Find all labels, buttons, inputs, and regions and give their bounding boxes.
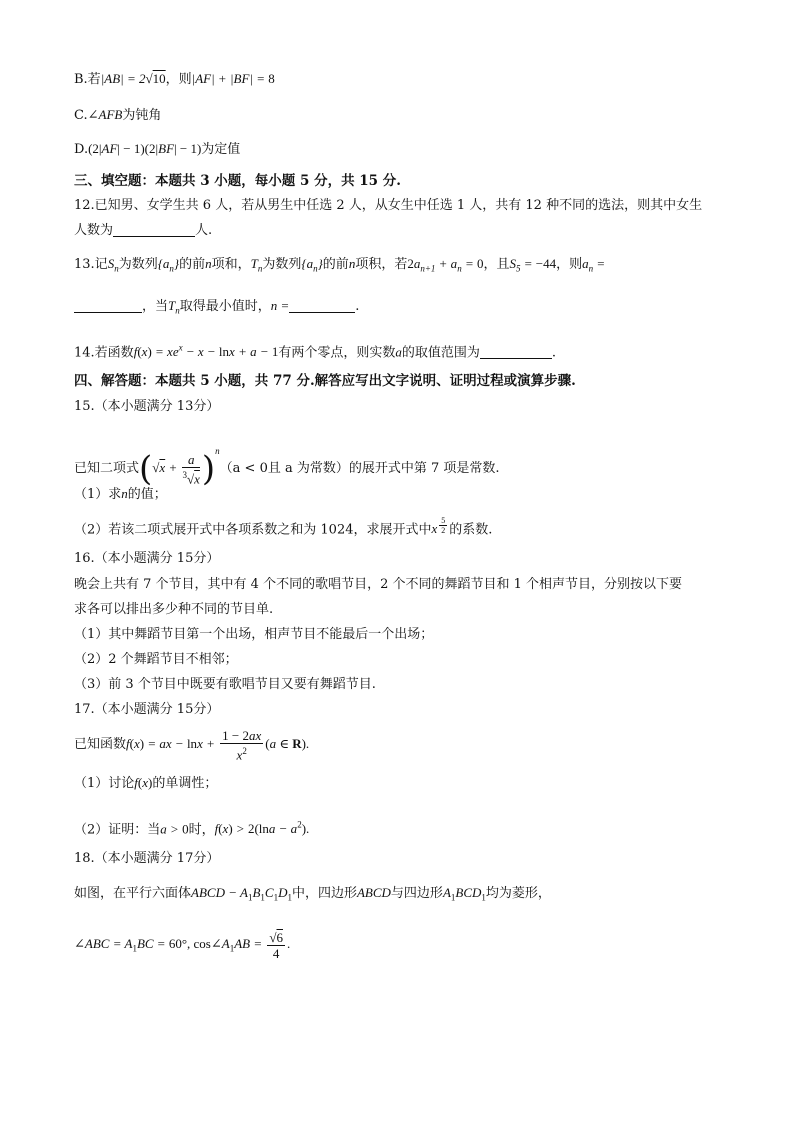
- q12-line2-prefix: 人数为: [74, 223, 114, 238]
- q15-part1-suffix: 的值；: [127, 487, 167, 502]
- q13-s5: $S_5 = -44$: [509, 256, 557, 274]
- option-c-suffix: 为钝角: [122, 108, 162, 123]
- q15-stem-prefix: 已知二项式: [74, 461, 140, 476]
- q18-line-1: [74, 884, 551, 907]
- q13-an-eq: $a_n$ =: [582, 256, 606, 274]
- q17-part1-fx: f(x): [134, 775, 153, 790]
- q18-text-d: 均为菱形，: [485, 886, 551, 901]
- q13-text-c: 的前: [179, 257, 206, 272]
- q14-end: .: [551, 345, 557, 361]
- option-b: [74, 70, 275, 89]
- q18-text-a: 如图，在平行六面体: [74, 886, 192, 901]
- q18-abcd: ABCD: [356, 885, 391, 900]
- q13-text-f: 的前: [322, 257, 349, 272]
- q14-prefix: 14.若函数: [74, 345, 134, 361]
- q17-title: 17.（本小题满分 15分）: [74, 702, 220, 717]
- q17-part1-suffix: 的单调性；: [152, 776, 218, 791]
- q15-part1-prefix: （1）求: [74, 487, 122, 502]
- q13-line-2: [74, 297, 359, 320]
- option-d-math: (2|AF| − 1)(2|BF| − 1): [88, 141, 202, 156]
- option-b-mid: ，则: [165, 72, 192, 87]
- q15-x-power: x $^{\frac{5}{2}}$: [431, 516, 446, 537]
- q13-line2-mid: ，当: [142, 299, 169, 314]
- q13-line-1: [74, 255, 605, 278]
- q15-part1-n: n: [121, 486, 128, 501]
- q17-stem: [74, 722, 309, 767]
- q13-recurrence: $2a_{n+1} + a_n = 0$: [407, 256, 484, 274]
- q13-line2-end: .: [355, 299, 360, 314]
- q15-part-1: [74, 485, 167, 504]
- q16-line-2: 求各可以排出多少种不同的节目单.: [74, 602, 274, 617]
- q15-title: 15.（本小题满分 13分）: [74, 399, 220, 414]
- q13-seq-an-2: $\{a_n\}$: [301, 256, 323, 274]
- q15-part-2: [74, 516, 492, 539]
- q17-function: f(x) = ax − lnx + $\frac{1 - 2ax}{x^2}$ (a ∈ R).: [126, 727, 310, 763]
- q13-text-b: 为数列: [118, 257, 158, 272]
- q15-part2-prefix: （2）若该二项式展开式中各项系数之和为 1024，求展开式中: [74, 522, 432, 538]
- q18-line-2: [74, 922, 290, 971]
- q13-n-eq: n =: [270, 298, 290, 313]
- q17-inequality: $f(x) > 2(\ln a - a^2)$.: [214, 820, 310, 837]
- q12-line2-suffix: 人.: [195, 223, 213, 238]
- q16-part-1: （1）其中舞蹈节目第一个出场，相声节目不能最后一个出场；: [74, 627, 434, 642]
- option-c-math: ∠AFB: [87, 107, 123, 122]
- q18-title: 18.（本小题满分 17分）: [74, 851, 220, 866]
- option-c: [74, 106, 161, 125]
- q18-text-b: 中，四边形: [291, 886, 357, 901]
- q13-blank-2: [289, 298, 355, 313]
- q14-a: a: [395, 344, 402, 360]
- option-d-suffix: 为定值: [201, 142, 241, 157]
- q12-answer-blank: [113, 222, 195, 237]
- q13-n-2: n: [348, 256, 356, 271]
- option-b-prefix: B.若: [74, 72, 101, 87]
- q13-seq-an: $\{a_n\}$: [157, 256, 180, 274]
- option-c-prefix: C.: [74, 108, 88, 123]
- q13-text-d: 项和，: [211, 257, 251, 272]
- q13-tn-2: $T_n$: [168, 298, 180, 316]
- q13-line2-mid2: 取得最小值时，: [179, 299, 271, 314]
- section-3-heading: 三、填空题：本题共 3 小题，每小题 5 分，共 15 分.: [74, 173, 401, 189]
- q13-text-e: 为数列: [262, 257, 302, 272]
- q12-line-2: [74, 222, 212, 240]
- q16-title: 16.（本小题满分 15分）: [74, 551, 220, 566]
- q17-part2-mid: 时，: [188, 822, 215, 838]
- option-b-math2: |AF| + |BF| = 8: [191, 71, 275, 86]
- section-4-heading: 四、解答题：本题共 5 小题，共 77 分.解答应写出文字说明、证明过程或演算步骤.: [74, 373, 576, 389]
- q15-stem-condition: （a < 0且 a 为常数）的展开式中第 7 项是常数.: [219, 461, 500, 476]
- q13-text-g: 项积，若: [355, 257, 408, 272]
- q16-part-2: （2）2 个舞蹈节目不相邻；: [74, 652, 238, 667]
- q13-text-i: ，则: [556, 257, 583, 272]
- option-d-prefix: D.: [74, 142, 89, 157]
- q15-binomial: (√x + $\frac{a}{^3√x}$ )$^n$: [139, 446, 220, 490]
- q14-mid2: 的取值范围为: [401, 345, 480, 361]
- q17-part-1: [74, 774, 217, 793]
- q12-line-1: 12.已知男、女学生共 6 人，若从男生中任选 2 人，从女生中任选 1 人，共有 12 种不同的选法，则其中女生: [74, 198, 703, 213]
- q13-n: n: [205, 256, 212, 271]
- q16-line-1: 晚会上共有 7 个节目，其中有 4 个不同的歌唱节目，2 个不同的舞蹈节目和 1 个相声节目，分别按以下要: [74, 577, 683, 592]
- q17-part-2: [74, 816, 309, 839]
- q14-function: $f(x) = xe^x - x - \ln x + a - 1$: [133, 343, 279, 360]
- q18-angle-condition: ∠ABC = $A_1BC = 60^\circ$, $\cos\angle A_1AB$ = $\frac{√6}{4}$ .: [74, 929, 291, 961]
- q17-condition: a > 0: [160, 821, 189, 837]
- q13-tn: $T_n$: [250, 256, 263, 274]
- option-b-math: |AB| = 2√10: [100, 71, 166, 86]
- q13-text-h: ，且: [483, 257, 510, 272]
- q14-mid: 有两个零点，则实数: [278, 345, 396, 361]
- q15-part2-suffix: 的系数.: [449, 522, 493, 538]
- q18-solid: ABCD − $A_1B_1C_1D_1$: [191, 885, 292, 903]
- q18-a1bcd1: $A_1BCD_1$: [442, 885, 486, 903]
- q16-part-3: （3）前 3 个节目中既要有歌唱节目又要有舞蹈节目.: [74, 677, 376, 692]
- q13-text-a: 13.记: [74, 257, 108, 272]
- q14-blank: [480, 344, 552, 359]
- q18-text-c: 与四边形: [390, 886, 443, 901]
- q13-blank-1: [74, 298, 142, 313]
- q14-line: [74, 339, 556, 362]
- q13-sn: $S_n$: [107, 256, 119, 274]
- q17-stem-prefix: 已知函数: [74, 737, 127, 752]
- q17-part1-prefix: （1）讨论: [74, 776, 135, 791]
- q17-part2-prefix: （2）证明：当: [74, 822, 161, 838]
- option-d: [74, 140, 240, 159]
